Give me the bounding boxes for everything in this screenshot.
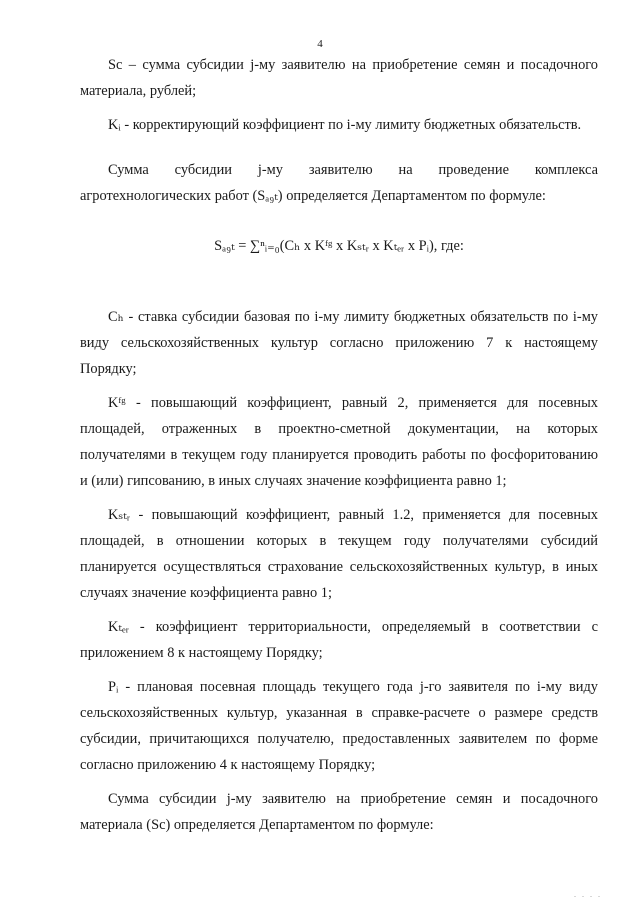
document-body	[80, 52, 598, 838]
definition-sc: Sс – сумма субсидии j-му заявителю на приобретение семян и посадочного материала, рублей;	[80, 57, 598, 99]
definition-pi: Pᵢ - плановая посевная площадь текущего года j-го заявителя по i-му виду сельскохозяйственных культур, указанная в справке-расчете о размере средств субсидии, причитающихся получателю, предоставленных заявителем по форме согласно приложению 4 к настоящему Порядку;	[80, 679, 598, 773]
page-number: 4	[317, 38, 323, 50]
paragraph-sagt-intro: Сумма субсидии j-му заявителю на проведение комплекса агротехнологических работ (Sₐ₉ₜ) определяется Департаментом по формуле:	[80, 162, 598, 204]
scan-marks: . . . .	[574, 890, 602, 899]
definition-kter: Kₜₑᵣ - коэффициент территориальности, определяемый в соответствии с приложением 8 к настоящему Порядку;	[80, 619, 598, 661]
definition-kfg: Kᶠᵍ - повышающий коэффициент, равный 2, применяется для посевных площадей, отраженных в проектно-сметной документации, на которых получателями в текущем году планируется проводить работы по фосфоритованию и (или) гипсованию, в иных случаях значение коэффициента равно 1;	[80, 395, 598, 489]
definition-kstr: Kₛₜᵣ - повышающий коэффициент, равный 1.2, применяется для посевных площадей, в отношении которых в текущем году получателями субсидий планируется осуществляться страхование сельскохозяйственных культур, в иных случаях значение коэффициента равно 1;	[80, 507, 598, 601]
paragraph-sc-intro: Сумма субсидии j-му заявителю на приобретение семян и посадочного материала (Sс) определяется Департаментом по формуле:	[80, 791, 598, 833]
formula-sagt: Sₐ₉ₜ = ∑ⁿᵢ₌₀(Cₕ x Kᶠᵍ x Kₛₜᵣ x Kₜₑᵣ x Pᵢ), где:	[214, 238, 464, 254]
definition-ki: Kᵢ - корректирующий коэффициент по i-му лимиту бюджетных обязательств.	[108, 117, 582, 133]
definition-cb: Cₕ - ставка субсидии базовая по i-му лимиту бюджетных обязательств по i-му виду сельскохозяйственных культур согласно приложению 7 к настоящему Порядку;	[80, 309, 598, 377]
